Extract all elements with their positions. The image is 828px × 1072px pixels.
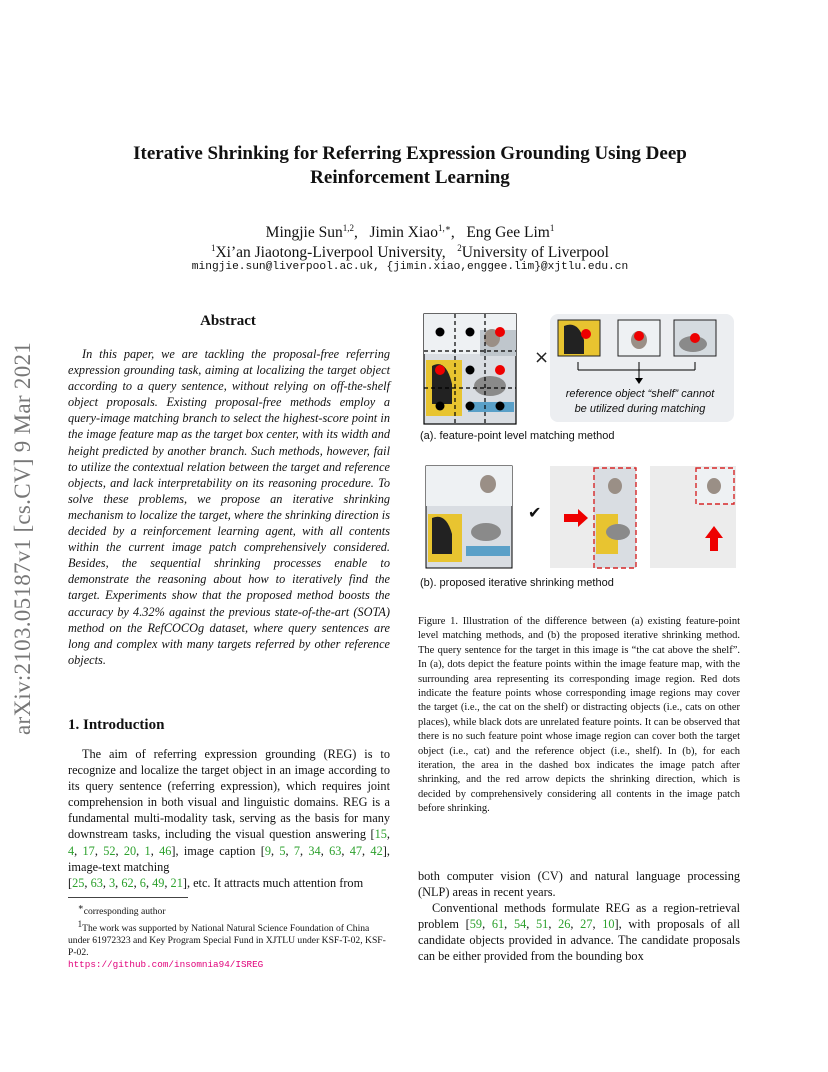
citation[interactable]: 63: [329, 843, 342, 858]
figure-b-original-image: [426, 466, 512, 568]
figure-b-label: (b). proposed iterative shrinking method: [420, 577, 614, 589]
figure-a-note-line1: reference object “shelf” cannot: [565, 388, 715, 400]
intro-paragraph: The aim of referring expression grounding (REG) is to recognize and localize the target object in an image according to its query sentence (referring expression), which requires joint comprehension in both visual and linguistic domains. REG is a fundamental multi-modality task, serving as the basis for many downstream tasks, including the visual question answering [15, 4, 17, 52, 20, 1, 46], image caption [9, 5, 7, 34, 63, 47, 42], image-text matching [25, 63, 3, 62, 6, 49, 21], etc. It attracts much attention from: [68, 747, 390, 890]
svg-text:×: ×: [534, 347, 550, 368]
paragraph: both computer vision (CV) and natural language processing (NLP) areas in recent years.: [418, 869, 740, 900]
citation[interactable]: 6: [139, 875, 146, 890]
figure-1-caption: Figure 1. Illustration of the difference between (a) existing feature-point level matching methods, and (b) the proposed iterative shrinking method. The query sentence for the target in this image is “the cat above the shelf”. In (a), dots depict the feature points within the image feature map, with the surrounding area representing its corresponding image region. Red dots indicate the feature points whose corresponding image regions may cover the target (i.e., the cat on the shelf) or distracting objects (i.e., cats on other places), while black dots are unrelated feature points. It can be observed that there is no such feature point whose image region can cover both the target object (i.e., cat) and the reference object (i.e., shelf). In (b), for each iteration, the area in the dashed box indicates the image patch after shrinking, and the red arrow depicts the shrinking direction, which is decided by comprehensively considering all contents in the image patch before shrinking.: [418, 616, 740, 815]
affiliation-1: Xi’an Jiaotong-Liverpool University,: [215, 244, 446, 262]
figure-1: [418, 306, 740, 592]
figure-b-step-2: [650, 466, 736, 568]
citation[interactable]: 3: [109, 875, 116, 890]
citation[interactable]: 25: [72, 875, 85, 890]
citation[interactable]: 51: [536, 917, 549, 932]
footnote-rule: [68, 897, 188, 898]
figure-a-cross-mark: [534, 347, 549, 368]
figure-a-grid-image: [424, 314, 516, 424]
citation[interactable]: 59: [469, 917, 483, 932]
citation[interactable]: 49: [152, 875, 165, 890]
citation[interactable]: 61: [491, 917, 505, 932]
citation[interactable]: 27: [580, 917, 593, 932]
citation[interactable]: 62: [121, 875, 134, 890]
citation[interactable]: 10: [602, 917, 615, 932]
figure-a-patches-panel: [550, 314, 734, 422]
author-emails: mingjie.sun@liverpool.ac.uk, {jimin.xiao,enggee.lim}@xjtlu.edu.cn: [191, 261, 629, 273]
citation[interactable]: 20: [123, 843, 137, 858]
paper-title: Iterative Shrinking for Referring Expression Grounding Using Deep Reinforcement Learning: [133, 143, 687, 188]
author-1: Mingjie Sun: [265, 224, 343, 242]
citation[interactable]: 15: [374, 827, 387, 842]
citation[interactable]: 4: [68, 843, 75, 858]
citation[interactable]: 9: [264, 843, 271, 858]
code-url-link[interactable]: https://github.com/insomnia94/ISREG: [68, 959, 264, 971]
abstract-text: In this paper, we are tackling the proposal-free referring expression grounding task, aiming at localizing the target object according to a query sentence, without relying on off-the-shelf object proposals. Existing proposal-free methods employ a query-image matching branch to select the highest-score point in the image feature map as the target box center, with its width and height predicted by another branch. Such methods, however, fail to utilize the contextual relation between the target and reference objects, and lack interpretability on its reasoning procedure. To solve these problems, we propose an iterative shrinking mechanism to localize the target, where the shrinking direction is decided by a reinforcement learning agent, with all contents within the current image patch comprehensively considered. Besides, the sequential shrinking processes enable to demonstrate the reasoning about how to iteratively find the target. Experiments show that the proposed method boosts the accuracy by 4.32% against the previous state-of-the-art (SOTA) method on the RefCOCOg dataset, where query sentences are long and complex with many targets referred by other reference objects.: [68, 347, 390, 667]
affiliation-line: $^1$Xi’an Jiaotong-Liverpool University, $^2$University of Liverpool: [210, 243, 609, 262]
figure-a-note-line2: be utilized during matching: [574, 403, 706, 415]
author-2: Jimin Xiao: [369, 224, 438, 242]
arxiv-stamp: arXiv:2103.05187v1 [cs.CV] 9 Mar 2021: [10, 341, 35, 735]
affiliation-2: University of Liverpool: [461, 244, 609, 262]
author-line: Mingjie Sun$^{1,2}$, Jimin Xiao$^{1,∗}$, Eng Gee Lim$^1$: [265, 223, 555, 242]
citation[interactable]: 1: [144, 843, 151, 858]
citation[interactable]: 26: [558, 917, 571, 932]
citation[interactable]: 47: [349, 843, 363, 858]
figure-a-label: (a). feature-point level matching method: [420, 430, 615, 442]
citation[interactable]: 5: [279, 843, 286, 858]
figure-b-step-1: [550, 466, 636, 568]
citation[interactable]: 42: [370, 843, 383, 858]
citation[interactable]: 7: [293, 843, 301, 858]
footnotes: [68, 901, 390, 971]
abstract-heading: Abstract: [200, 313, 256, 329]
citation[interactable]: 21: [170, 875, 183, 890]
citation[interactable]: 34: [308, 843, 321, 858]
citation[interactable]: 63: [90, 875, 103, 890]
citation[interactable]: 52: [103, 843, 116, 858]
author-3: Eng Gee Lim: [466, 224, 550, 242]
footnote-corresponding: ∗corresponding author: [77, 902, 166, 918]
footnote-funding: $^1$The work was supported by National Natural Science Foundation of China under 61972323 and Key Program Special Fund in XJTLU under KSF-T-02, KSF-P-02.: [68, 919, 386, 959]
right-column-text: [418, 868, 740, 965]
citation[interactable]: 46: [159, 843, 172, 858]
citation[interactable]: 17: [82, 843, 95, 858]
section-heading-introduction: 1. Introduction: [68, 717, 165, 733]
paragraph: Conventional methods formulate REG as a region-retrieval problem [59, 61, 54, 51, 26, 27, 10], with proposals of all candidate objects provided in advance. The candidate proposals can be either provided from the bounding box: [418, 901, 741, 964]
citation[interactable]: 54: [513, 917, 527, 932]
figure-b-check-mark: ✔: [528, 503, 542, 522]
